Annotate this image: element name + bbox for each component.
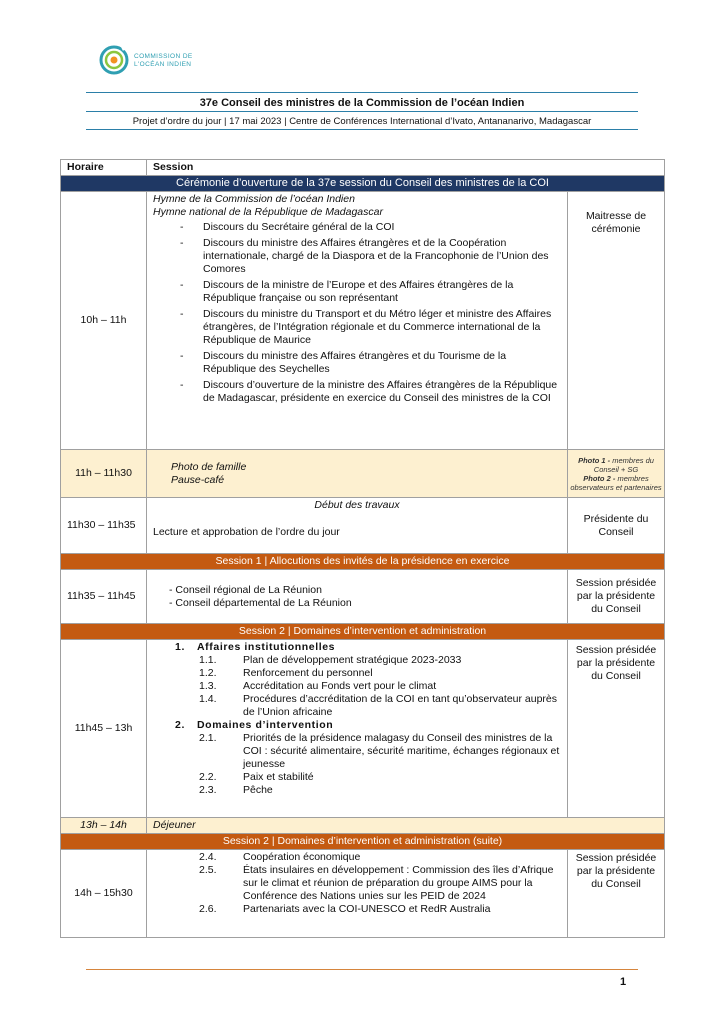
logo-line-2: L'OCÉAN INDIEN	[134, 61, 192, 68]
coi-logo-icon	[98, 44, 130, 76]
session2-band-row	[61, 624, 665, 640]
works-row	[61, 498, 665, 554]
sub-number: 2.5.	[199, 864, 217, 876]
sub-number: 2.2.	[199, 771, 217, 783]
speech-item: - Discours du ministre des Affaires étrangères et du Tourisme de la République des Seychelles	[153, 350, 561, 376]
section-number: 2.	[175, 719, 185, 731]
session1-time: 11h35 – 11h45	[61, 570, 147, 624]
sub-number: 2.3.	[199, 784, 217, 796]
works-responsible: Présidente du Conseil	[568, 498, 665, 554]
speech-item: - Discours du Secrétaire général de la COI	[153, 221, 561, 234]
opening-speech-list	[153, 221, 561, 405]
sub-item	[153, 693, 561, 719]
opening-band: Cérémonie d’ouverture de la 37e session du Conseil des ministres de la COI	[61, 176, 665, 192]
sub-number: 1.3.	[199, 680, 217, 692]
sub-item	[153, 771, 561, 784]
section-title: Affaires institutionnelles	[197, 641, 336, 653]
session1-item: - Conseil départemental de La Réunion	[169, 596, 352, 609]
sub-item	[153, 732, 561, 771]
section-number: 1.	[175, 641, 185, 653]
works-heading: Début des travaux	[314, 499, 400, 511]
opening-band-row	[61, 176, 665, 192]
sub-text: Accréditation au Fonds vert pour le climat	[243, 680, 437, 692]
photo-row	[61, 450, 665, 498]
session1-content	[147, 570, 568, 624]
break-line: Pause-café	[171, 473, 225, 486]
col-header-session: Session	[147, 160, 665, 176]
opening-responsible: Maitresse de cérémonie	[568, 192, 665, 450]
sub-text: Procédures d’accréditation de la COI en tant qu’observateur auprès de l’Union africaine	[243, 693, 558, 718]
session1-item: - Conseil régional de La Réunion	[169, 583, 322, 596]
opening-content	[147, 192, 568, 450]
logo-text	[134, 53, 193, 69]
sub-text: États insulaires en développement : Commission des îles d’Afrique sur le climat et réunion de préparation du groupe AIMS pour la Conférence des Nations unies sur les PEID de 2024	[243, 864, 554, 902]
sub-number: 1.1.	[199, 654, 217, 666]
sub-text: Renforcement du personnel	[243, 667, 373, 679]
sub-item	[153, 654, 561, 667]
header-rule-top	[86, 92, 638, 93]
logo-line-1: COMMISSION DE	[134, 53, 193, 60]
sub-item	[153, 864, 561, 903]
opening-time: 10h – 11h	[61, 192, 147, 450]
photo-line: Photo de famille	[171, 460, 247, 473]
opening-row	[61, 192, 665, 450]
photo-2-text: membres observateurs et partenaires	[570, 473, 662, 492]
session2b-band: Session 2 | Domaines d’intervention et administration (suite)	[61, 834, 665, 850]
anthem-coi: Hymne de la Commission de l’océan Indien	[153, 193, 355, 205]
photo-time: 11h – 11h30	[61, 450, 147, 498]
coi-logo	[98, 44, 238, 80]
anthem-madagascar: Hymne national de la République de Madagascar	[153, 206, 383, 218]
speech-item: - Discours du ministre du Transport et du Métro léger et ministre des Affaires étrangères, de l’Intégration régionale et du Commerce international de la République de Maurice	[153, 308, 561, 347]
session2-row	[61, 640, 665, 818]
sub-text: Plan de développement stratégique 2023-2033	[243, 654, 462, 666]
sub-number: 2.4.	[199, 851, 217, 863]
session2b-band-row	[61, 834, 665, 850]
sub-text: Paix et stabilité	[243, 771, 314, 783]
session1-band: Session 1 | Allocutions des invités de la présidence en exercice	[61, 554, 665, 570]
section-heading-domains	[175, 719, 561, 732]
works-content	[147, 498, 568, 554]
col-header-time: Horaire	[61, 160, 147, 176]
works-time: 11h30 – 11h35	[61, 498, 147, 554]
sub-item	[153, 667, 561, 680]
document-title: 37e Conseil des ministres de la Commission de l’océan Indien	[199, 97, 525, 109]
table-header-row	[61, 160, 665, 176]
footer-rule	[86, 969, 638, 970]
sub-number: 1.2.	[199, 667, 217, 679]
session2-band: Session 2 | Domaines d’intervention et administration	[61, 624, 665, 640]
lunch-time: 13h – 14h	[61, 818, 147, 834]
session1-responsible: Session présidée par la présidente du Conseil	[568, 570, 665, 624]
sub-item	[153, 903, 561, 916]
photo-content	[147, 450, 568, 498]
document-subtitle: Projet d’ordre du jour | 17 mai 2023 | Centre de Conférences International d’Ivato, Antananarivo, Madagascar	[132, 116, 592, 127]
lunch-row	[61, 818, 665, 834]
photo-2-label: Photo 2 -	[583, 473, 616, 483]
page-number: 1	[620, 976, 627, 988]
photo-1-label: Photo 1 -	[578, 455, 611, 465]
session2-time: 11h45 – 13h	[61, 640, 147, 818]
sub-text: Coopération économique	[243, 851, 361, 863]
section-title: Domaines d’intervention	[197, 719, 334, 731]
works-text: Lecture et approbation de l’ordre du jour	[153, 526, 340, 538]
speech-item: - Discours de la ministre de l’Europe et des Affaires étrangères de la République française ou son représentant	[153, 279, 561, 305]
session2-content	[147, 640, 568, 818]
sub-number: 1.4.	[199, 693, 217, 705]
speech-item: - Discours d’ouverture de la ministre des Affaires étrangères de la République de Madagascar, présidente en exercice du Conseil des ministres de la COI	[153, 379, 561, 405]
session2-responsible: Session présidée par la présidente du Conseil	[568, 640, 665, 818]
section-heading-institutional	[175, 641, 561, 654]
sub-item	[153, 784, 561, 797]
photo-responsible	[568, 450, 665, 498]
sub-item	[153, 851, 561, 864]
session2b-row	[61, 850, 665, 938]
sub-item	[153, 680, 561, 693]
session1-band-row	[61, 554, 665, 570]
session2b-responsible: Session présidée par la présidente du Conseil	[568, 850, 665, 938]
sub-text: Priorités de la présidence malagasy du Conseil des ministres de la COI : sécurité alimentaire, sécurité maritime, échanges régionaux et jeunesse	[243, 732, 560, 770]
photo-1-text: membres du Conseil + SG	[593, 455, 654, 474]
header-rule-bottom	[86, 129, 638, 130]
speech-item: - Discours du ministre des Affaires étrangères et de la Coopération internationale, chargé de la Diaspora et de la Francophonie de l’Union des Comores	[153, 237, 561, 276]
session2b-content	[147, 850, 568, 938]
agenda-table	[60, 159, 665, 938]
sub-text: Partenariats avec la COI-UNESCO et RedR Australia	[243, 903, 491, 915]
session1-row	[61, 570, 665, 624]
header-rule-middle	[86, 111, 638, 112]
sub-number: 2.1.	[199, 732, 217, 744]
sub-text: Pêche	[243, 784, 273, 796]
session2b-time: 14h – 15h30	[61, 850, 147, 938]
sub-number: 2.6.	[199, 903, 217, 915]
lunch-text: Déjeuner	[147, 818, 665, 834]
